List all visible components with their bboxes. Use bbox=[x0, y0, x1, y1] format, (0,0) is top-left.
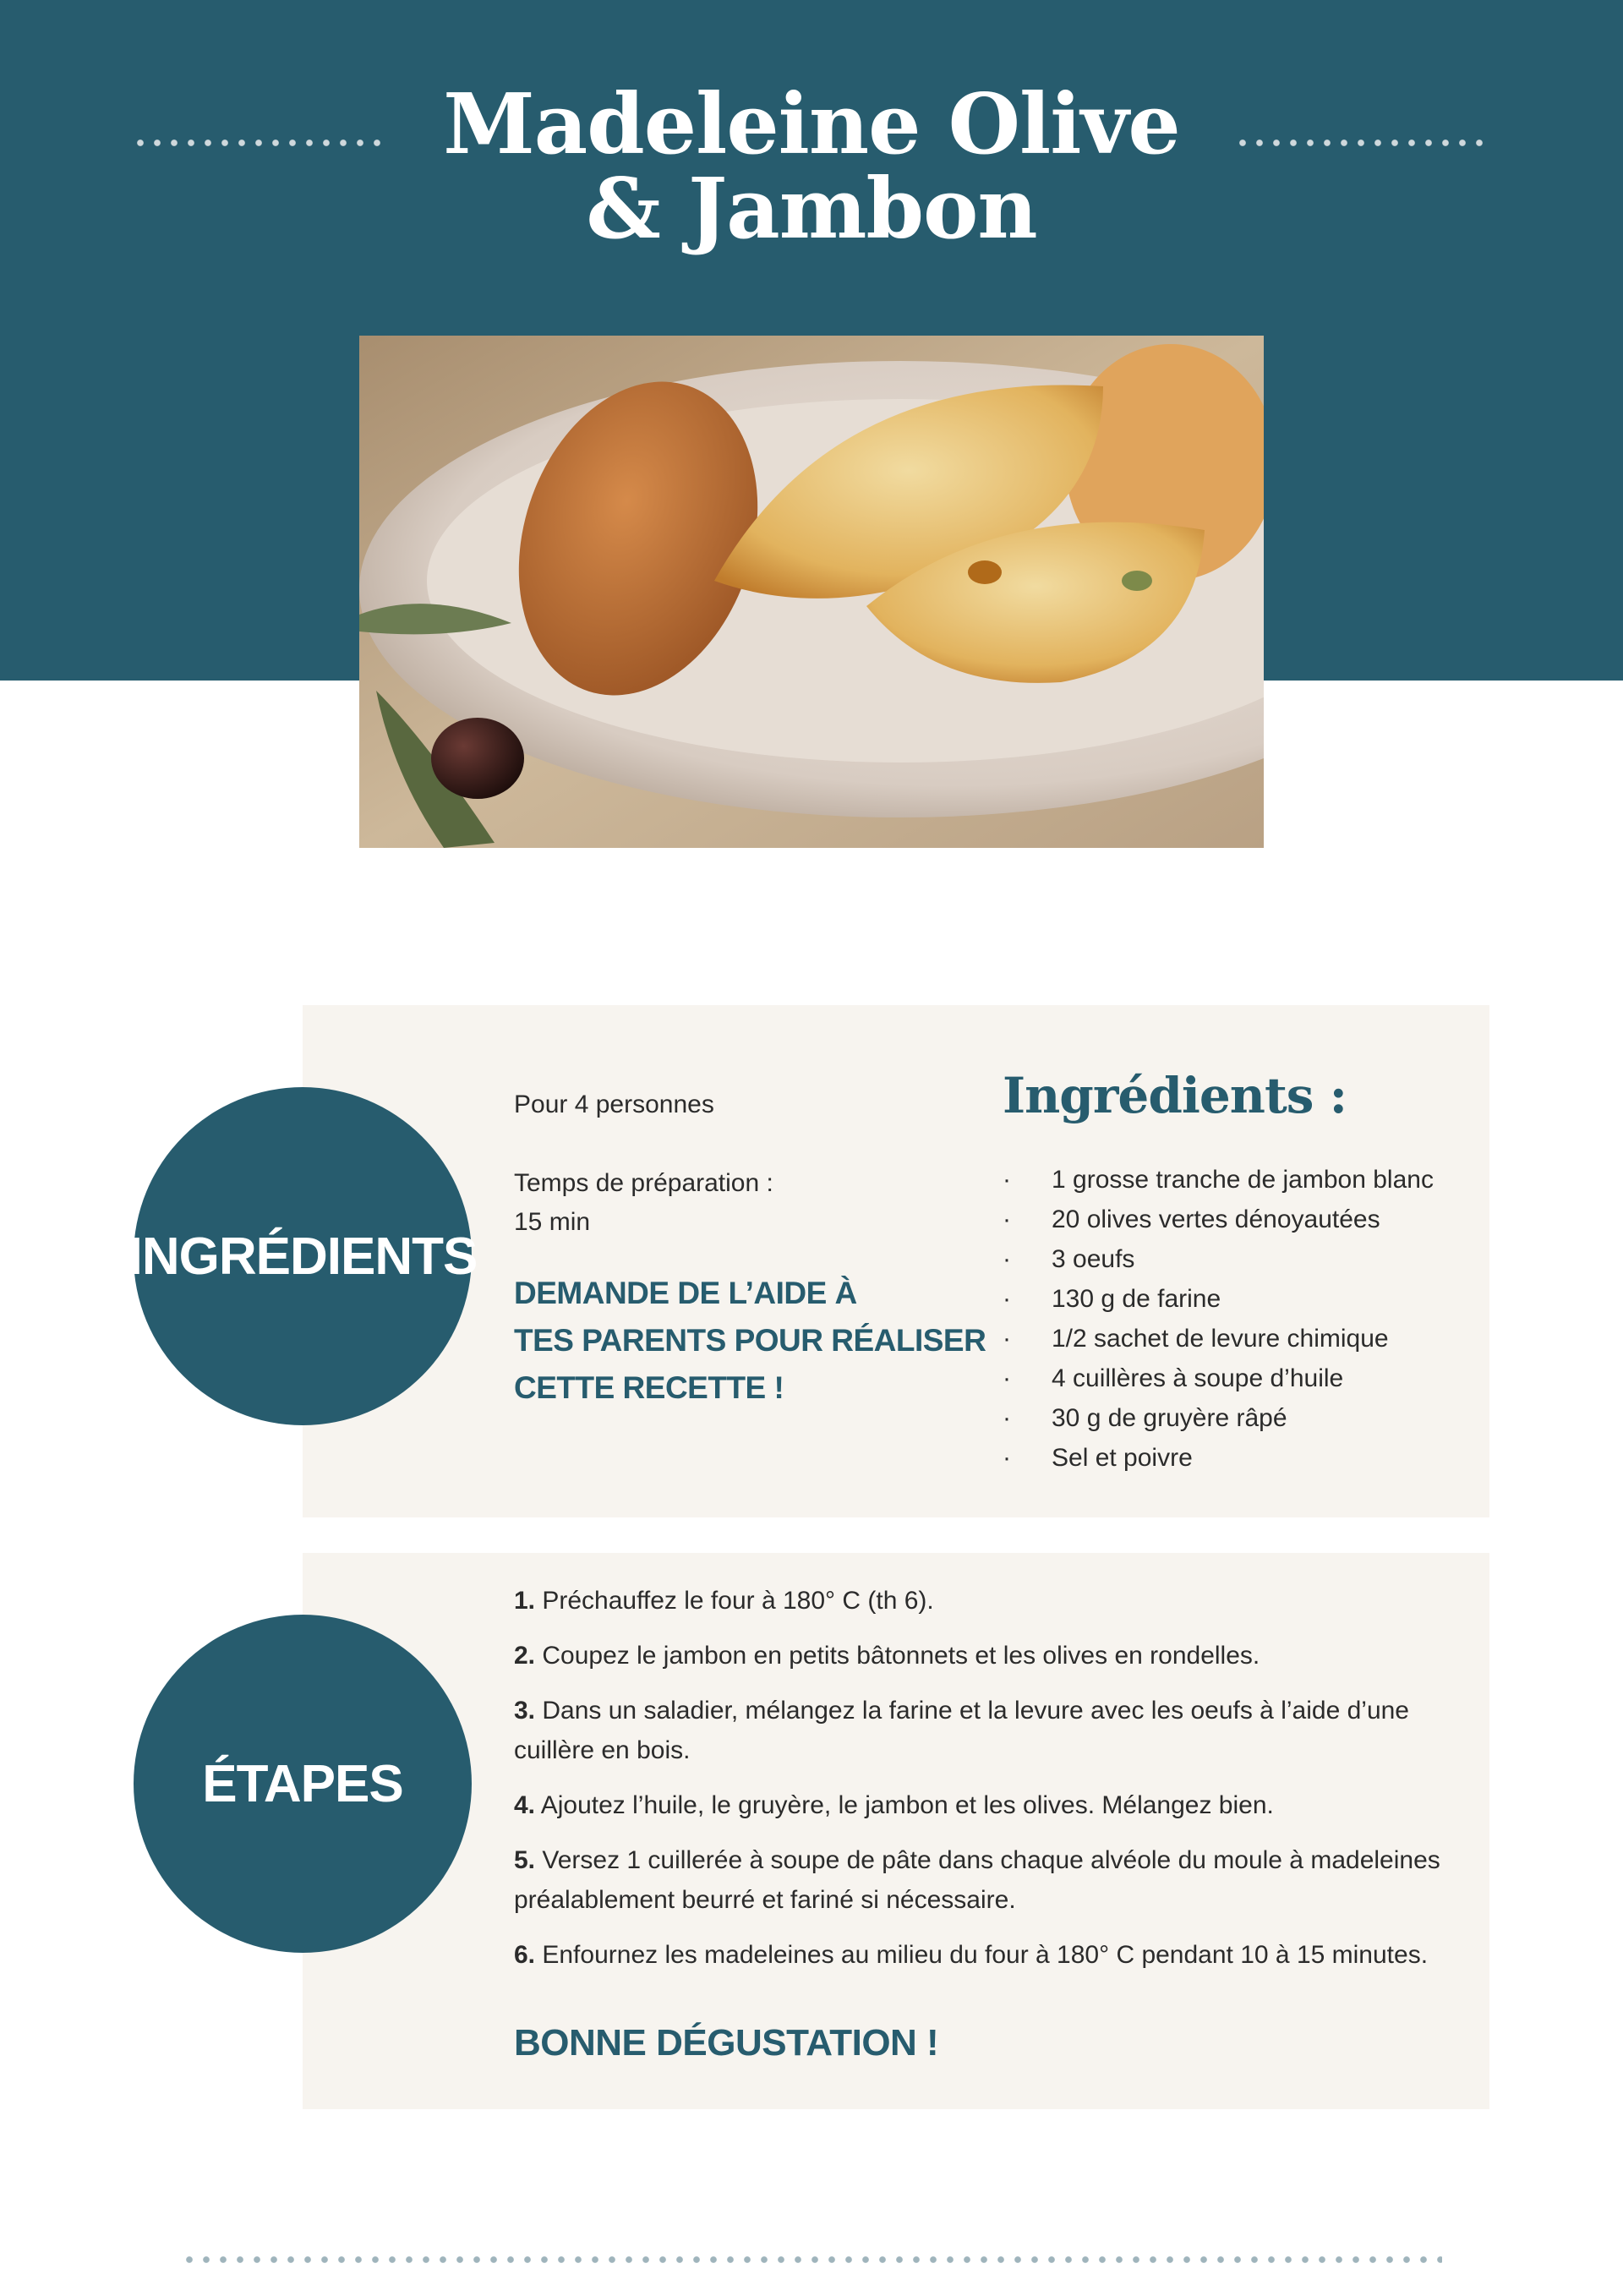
ingredient-item bbox=[1003, 1160, 1476, 1200]
step-number: 2. bbox=[514, 1642, 536, 1670]
bullet: · bbox=[1003, 1285, 1011, 1313]
help-line-2: TES PARENTS POUR RÉALISER bbox=[514, 1323, 986, 1358]
step-text: Dans un saladier, mélangez la farine et la levure avec les oeufs à l’aide d’une cuillère en bois. bbox=[514, 1697, 1409, 1764]
ingredient-text: Sel et poivre bbox=[1052, 1444, 1193, 1472]
ingredient-item bbox=[1003, 1239, 1476, 1279]
ingredient-item bbox=[1003, 1200, 1476, 1239]
bullet: · bbox=[1003, 1404, 1011, 1432]
parental-help-note bbox=[514, 1270, 987, 1412]
bullet: · bbox=[1003, 1364, 1011, 1392]
prep-time-block bbox=[514, 1164, 835, 1242]
prep-time-label: Temps de préparation : bbox=[514, 1169, 773, 1197]
serving-size: Pour 4 personnes bbox=[514, 1091, 714, 1118]
step-text: Ajoutez l’huile, le gruyère, le jambon et les olives. Mélangez bien. bbox=[535, 1791, 1274, 1819]
step-text: Enfournez les madeleines au milieu du four à 180° C pendant 10 à 15 minutes. bbox=[535, 1941, 1429, 1969]
step-number: 5. bbox=[514, 1846, 536, 1874]
bullet: · bbox=[1003, 1325, 1011, 1353]
step-text: Versez 1 cuillerée à soupe de pâte dans chaque alvéole du moule à madeleines préalablement beurré et fariné si nécessaire. bbox=[514, 1846, 1440, 1914]
step-item bbox=[514, 1581, 1444, 1621]
step-item bbox=[514, 1935, 1444, 1975]
help-line-3: CETTE RECETTE ! bbox=[514, 1370, 784, 1405]
step-number: 4. bbox=[514, 1791, 536, 1819]
title-line-2: & Jambon bbox=[586, 161, 1037, 258]
steps-badge: ÉTAPES bbox=[134, 1615, 472, 1953]
title-line-1: Madeleine Olive bbox=[443, 76, 1180, 173]
ingredient-text: 1 grosse tranche de jambon blanc bbox=[1052, 1166, 1434, 1194]
ingredient-text: 30 g de gruyère râpé bbox=[1052, 1404, 1287, 1432]
ingredient-text: 3 oeufs bbox=[1052, 1245, 1135, 1273]
steps-list bbox=[514, 1581, 1444, 1990]
decorative-dots-left bbox=[132, 136, 391, 150]
ingredients-badge: INGRÉDIENTS bbox=[134, 1087, 472, 1425]
ingredient-text: 1/2 sachet de levure chimique bbox=[1052, 1325, 1389, 1353]
bullet: · bbox=[1003, 1205, 1011, 1233]
ingredients-list bbox=[1003, 1160, 1476, 1478]
ingredient-text: 130 g de farine bbox=[1052, 1285, 1221, 1313]
bullet: · bbox=[1003, 1444, 1011, 1472]
step-item bbox=[514, 1691, 1444, 1770]
ingredient-item bbox=[1003, 1319, 1476, 1358]
help-line-1: DEMANDE DE L’AIDE À bbox=[514, 1276, 857, 1310]
step-item bbox=[514, 1840, 1444, 1920]
bullet: · bbox=[1003, 1166, 1011, 1194]
recipe-photo bbox=[359, 336, 1264, 848]
ingredient-item bbox=[1003, 1358, 1476, 1398]
ingredients-heading: Ingrédients : bbox=[1003, 1067, 1347, 1124]
closing-message: BONNE DÉGUSTATION ! bbox=[514, 2022, 939, 2064]
ingredient-item bbox=[1003, 1279, 1476, 1319]
recipe-title bbox=[397, 76, 1226, 258]
prep-time-value: 15 min bbox=[514, 1208, 591, 1236]
step-item bbox=[514, 1636, 1444, 1676]
ingredient-item bbox=[1003, 1438, 1476, 1478]
step-item bbox=[514, 1785, 1444, 1825]
ingredient-text: 20 olives vertes dénoyautées bbox=[1052, 1205, 1380, 1233]
step-text: Préchauffez le four à 180° C (th 6). bbox=[535, 1587, 934, 1615]
step-number: 3. bbox=[514, 1697, 536, 1725]
bullet: · bbox=[1003, 1245, 1011, 1273]
ingredient-item bbox=[1003, 1398, 1476, 1438]
ingredient-text: 4 cuillères à soupe d’huile bbox=[1052, 1364, 1344, 1392]
step-text: Coupez le jambon en petits bâtonnets et les olives en rondelles. bbox=[535, 1642, 1260, 1670]
decorative-dots-bottom bbox=[181, 2253, 1442, 2266]
step-number: 1. bbox=[514, 1587, 536, 1615]
decorative-dots-right bbox=[1234, 136, 1493, 150]
step-number: 6. bbox=[514, 1941, 536, 1969]
